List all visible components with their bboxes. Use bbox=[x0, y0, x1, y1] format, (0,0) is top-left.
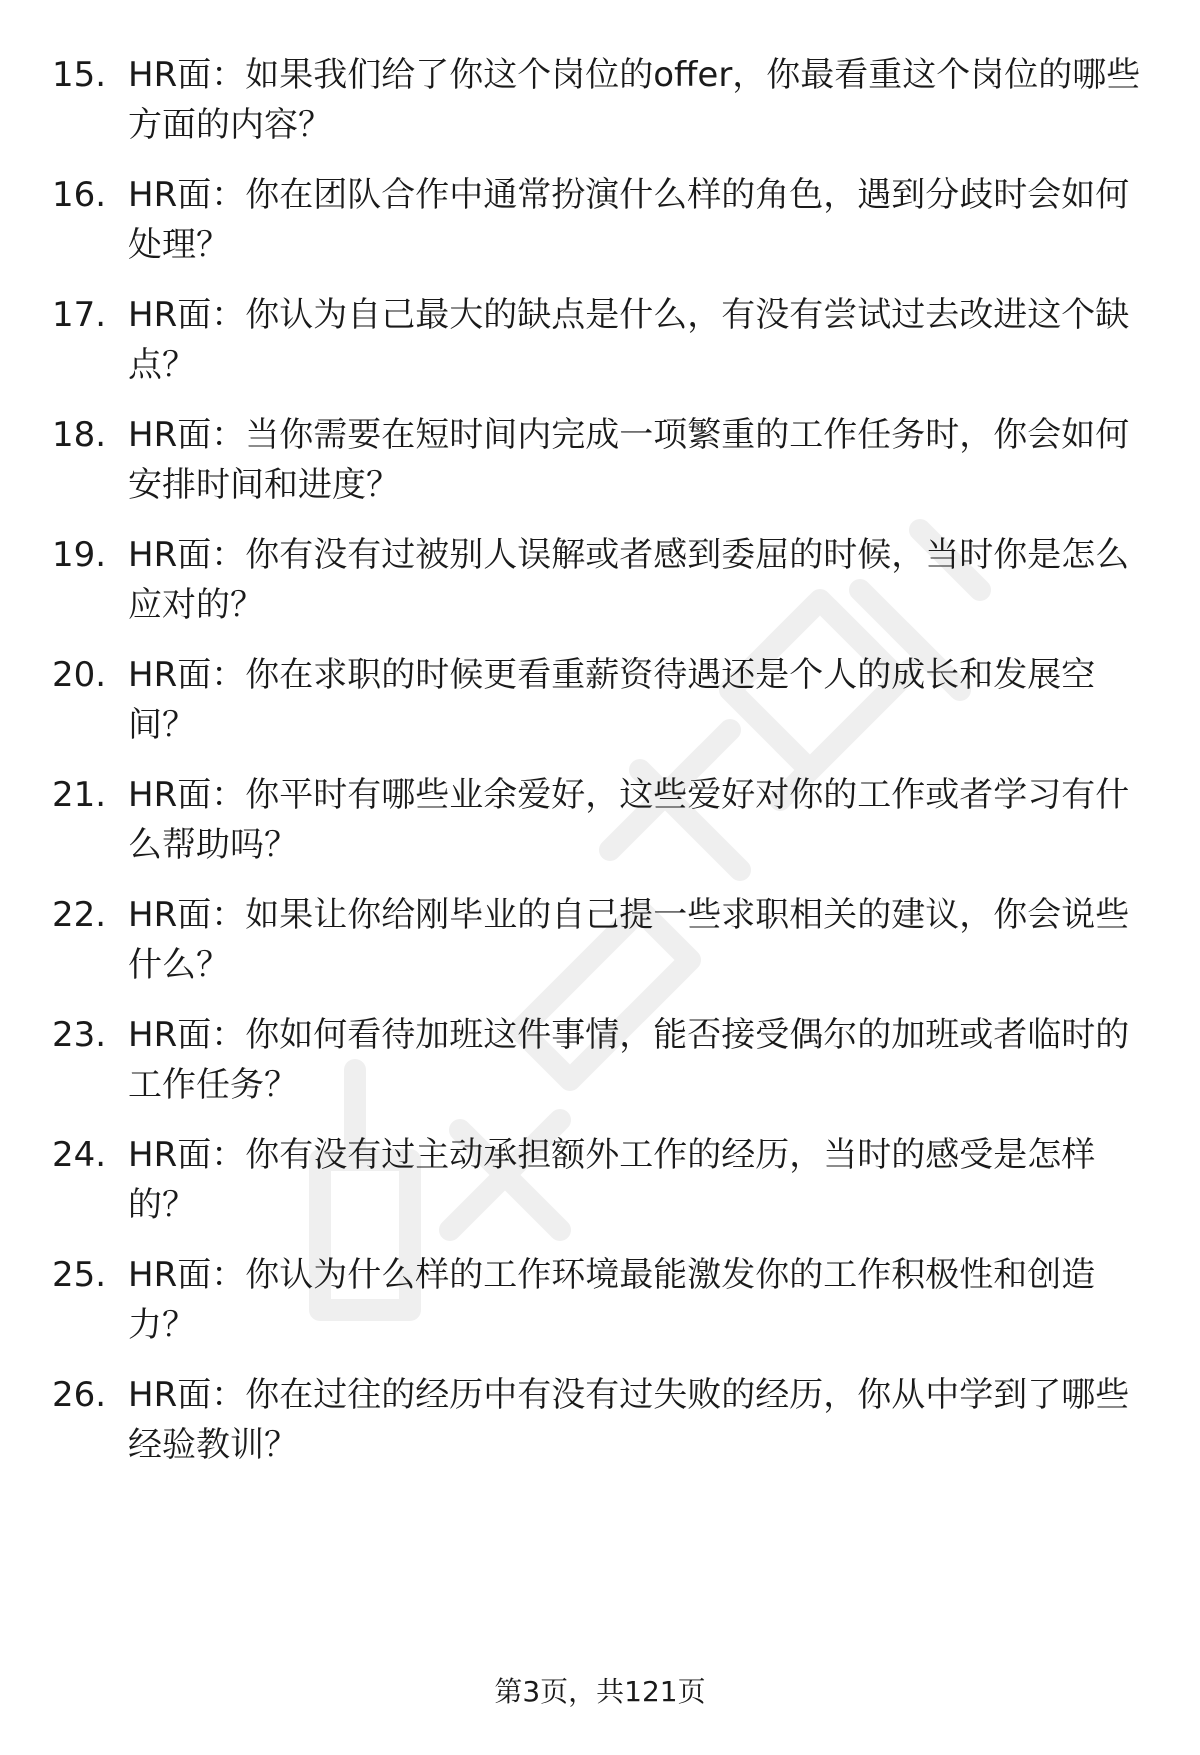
question-text: HR面：你在过往的经历中有没有过失败的经历，你从中学到了哪些经验教训？ bbox=[128, 1375, 1130, 1465]
question-number: 25. bbox=[52, 1255, 107, 1295]
question-number: 22. bbox=[52, 895, 107, 935]
page-number-footer: 第3页，共121页 bbox=[494, 1675, 706, 1708]
question-item bbox=[0, 1010, 1200, 1120]
question-number: 16. bbox=[52, 175, 107, 215]
question-item bbox=[0, 890, 1200, 1000]
question-number: 15. bbox=[52, 55, 107, 95]
question-text: HR面：你认为自己最大的缺点是什么，有没有尝试过去改进这个缺点？ bbox=[128, 295, 1130, 385]
question-text: HR面：你在求职的时候更看重薪资待遇还是个人的成长和发展空间？ bbox=[128, 655, 1096, 745]
question-text: HR面：你平时有哪些业余爱好，这些爱好对你的工作或者学习有什么帮助吗？ bbox=[128, 775, 1130, 865]
question-number: 26. bbox=[52, 1375, 107, 1415]
question-item bbox=[0, 1370, 1200, 1480]
question-number: 19. bbox=[52, 535, 107, 575]
question-item bbox=[0, 1130, 1200, 1240]
question-item bbox=[0, 170, 1200, 280]
question-text: HR面：你认为什么样的工作环境最能激发你的工作积极性和创造力？ bbox=[128, 1255, 1096, 1345]
question-number: 17. bbox=[52, 295, 107, 335]
question-text: HR面：如果我们给了你这个岗位的offer，你最看重这个岗位的哪些方面的内容？ bbox=[128, 55, 1141, 145]
question-text: HR面：如果让你给刚毕业的自己提一些求职相关的建议，你会说些什么？ bbox=[128, 895, 1130, 985]
question-number: 21. bbox=[52, 775, 107, 815]
question-item bbox=[0, 650, 1200, 760]
question-number: 23. bbox=[52, 1015, 107, 1055]
question-item bbox=[0, 530, 1200, 640]
question-item bbox=[0, 1250, 1200, 1360]
question-text: HR面：当你需要在短时间内完成一项繁重的工作任务时，你会如何安排时间和进度？ bbox=[128, 415, 1130, 505]
question-text: HR面：你如何看待加班这件事情，能否接受偶尔的加班或者临时的工作任务？ bbox=[128, 1015, 1130, 1105]
question-text: HR面：你有没有过主动承担额外工作的经历，当时的感受是怎样的？ bbox=[128, 1135, 1096, 1225]
question-number: 18. bbox=[52, 415, 107, 455]
question-text: HR面：你有没有过被别人误解或者感到委屈的时候，当时你是怎么应对的？ bbox=[128, 535, 1130, 625]
question-number: 24. bbox=[52, 1135, 107, 1175]
question-number: 20. bbox=[52, 655, 107, 695]
question-item bbox=[0, 50, 1200, 160]
question-item bbox=[0, 410, 1200, 520]
question-item bbox=[0, 290, 1200, 400]
question-item bbox=[0, 770, 1200, 880]
question-text: HR面：你在团队合作中通常扮演什么样的角色，遇到分歧时会如何处理？ bbox=[128, 175, 1130, 265]
